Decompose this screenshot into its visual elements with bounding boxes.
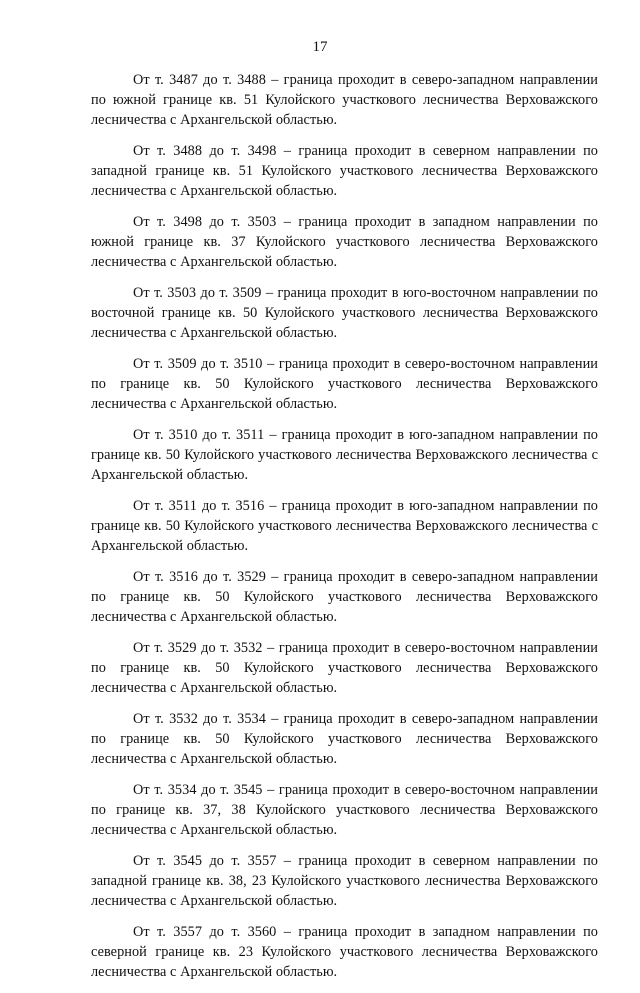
boundary-paragraph: От т. 3557 до т. 3560 – граница проходит в западном направлении по северной границе кв. 23 Кулойского участкового лесничества Верховажского лесничества с Архангельской областью. (91, 924, 598, 980)
boundary-paragraph: От т. 3529 до т. 3532 – граница проходит в северо-восточном направлении по границе кв. 50 Кулойского участкового лесничества Верховажского лесничества с Архангельской областью. (91, 640, 598, 696)
boundary-paragraph: От т. 3516 до т. 3529 – граница проходит в северо-западном направлении по границе кв. 50 Кулойского участкового лесничества Верховажского лесничества с Архангельской областью. (91, 569, 598, 625)
boundary-paragraph: От т. 3503 до т. 3509 – граница проходит в юго-восточном направлении по восточной границе кв. 50 Кулойского участкового лесничества Верховажского лесничества с Архангельской областью. (91, 285, 598, 341)
boundary-paragraph: От т. 3509 до т. 3510 – граница проходит в северо-восточном направлении по границе кв. 50 Кулойского участкового лесничества Верховажского лесничества с Архангельской областью. (91, 356, 598, 412)
boundary-paragraph: От т. 3532 до т. 3534 – граница проходит в северо-западном направлении по границе кв. 50 Кулойского участкового лесничества Верховажского лесничества с Архангельской областью. (91, 711, 598, 767)
page-number: 17 (312, 39, 328, 55)
boundary-paragraph: От т. 3488 до т. 3498 – граница проходит в северном направлении по западной границе кв. 51 Кулойского участкового лесничества Верховажского лесничества с Архангельской областью. (91, 143, 598, 199)
boundary-paragraph: От т. 3498 до т. 3503 – граница проходит в западном направлении по южной границе кв. 37 Кулойского участкового лесничества Верховажского лесничества с Архангельской областью. (91, 214, 598, 270)
boundary-paragraph: От т. 3487 до т. 3488 – граница проходит в северо-западном направлении по южной границе кв. 51 Кулойского участкового лесничества Верховажского лесничества с Архангельской областью. (91, 72, 598, 128)
boundary-paragraph: От т. 3510 до т. 3511 – граница проходит в юго-западном направлении по границе кв. 50 Кулойского участкового лесничества Верховажского лесничества с Архангельской областью. (91, 427, 598, 483)
boundary-paragraph: От т. 3534 до т. 3545 – граница проходит в северо-восточном направлении по границе кв. 37, 38 Кулойского участкового лесничества Верховажского лесничества с Архангельской областью. (91, 782, 598, 838)
boundary-paragraph: От т. 3545 до т. 3557 – граница проходит в северном направлении по западной границе кв. 38, 23 Кулойского участкового лесничества Верховажского лесничества с Архангельской областью. (91, 853, 598, 909)
document-body (91, 70, 598, 993)
boundary-paragraph: От т. 3511 до т. 3516 – граница проходит в юго-западном направлении по границе кв. 50 Кулойского участкового лесничества Верховажского лесничества с Архангельской областью. (91, 498, 598, 554)
